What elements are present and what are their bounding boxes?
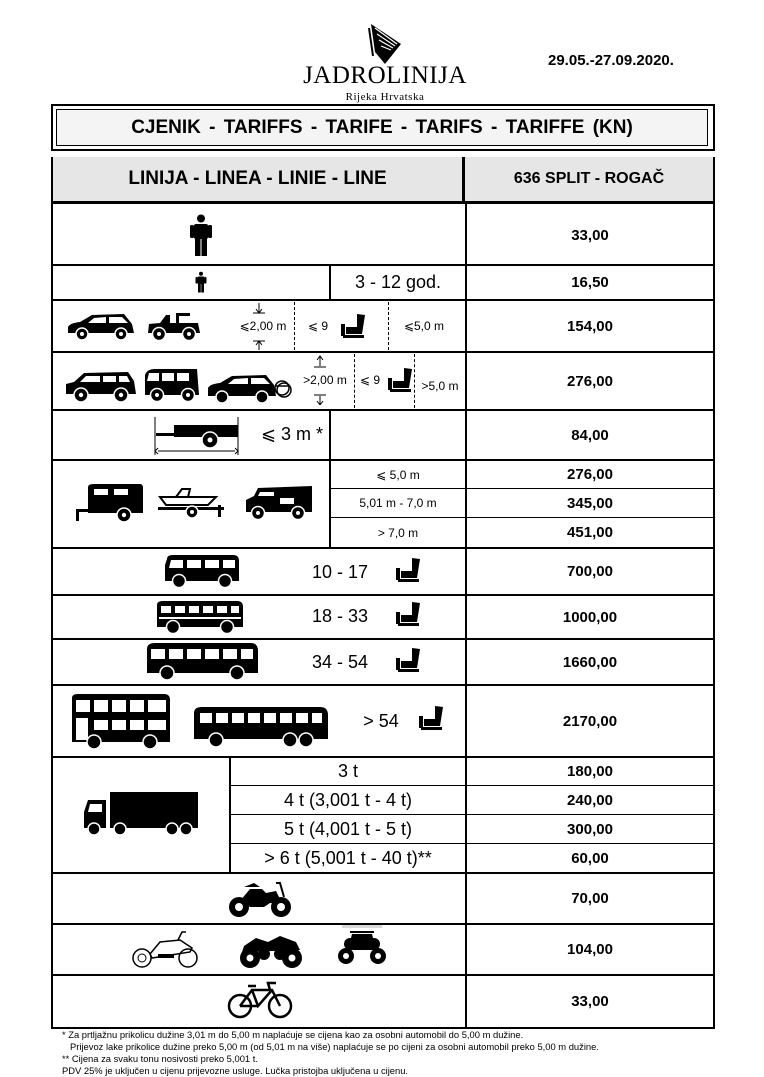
jeep-icon — [146, 309, 202, 342]
atv-front-icon — [336, 924, 388, 970]
seat-icon — [395, 601, 421, 627]
price-truck-3: 300,00 — [567, 820, 613, 838]
truck-weight-4: > 6 t (5,001 t - 40 t)** — [264, 847, 432, 868]
seat-icon — [418, 705, 444, 731]
hatchback-car-icon — [66, 311, 136, 341]
price-motorcycle: 70,00 — [571, 890, 609, 907]
minibus-icon — [163, 553, 241, 589]
car-large-length: >5,0 m — [421, 379, 459, 393]
seat-icon — [395, 647, 421, 673]
adult-passenger-icon — [189, 214, 213, 256]
truck-weight-2: 4 t (3,001 t - 4 t) — [283, 789, 413, 810]
price-bus-34-54: 1660,00 — [562, 653, 618, 671]
jadrolinija-logo — [280, 22, 490, 102]
price-car-large: 276,00 — [567, 372, 613, 390]
price-truck-1: 180,00 — [567, 763, 613, 780]
footnote-2: Prijevoz lake prikolice dužine preko 5,00 m (od 5,01 m na više) naplaćuje se po cijeni za osobni automobil preko 5,00 m dužine. — [70, 1041, 599, 1052]
child-age-label: 3 - 12 god. — [354, 272, 442, 292]
long-coach-icon — [192, 705, 330, 749]
car-small-length: ⩽5,0 m — [403, 319, 445, 333]
trailer-length-2: 5,01 m - 7,0 m — [359, 496, 437, 510]
bicycle-icon — [226, 980, 294, 1020]
car-small-height: ⩽2,00 m — [239, 319, 287, 333]
trailer-length-3: > 7,0 m — [377, 525, 419, 540]
price-list-title: CJENIK - TARIFFS - TARIFE - TARIFS - TARIFFE (KN) — [56, 109, 708, 146]
bus-18-33-seats: 18 - 33 — [311, 605, 369, 626]
double-decker-bus-icon — [70, 692, 172, 750]
footnote-4: PDV 25% je uključen u cijenu prijevozne usluge. Lučka pristojba uključena u cijenu. — [62, 1065, 409, 1076]
dashed-divider — [294, 302, 295, 350]
van-icon — [143, 367, 201, 403]
bus-10-17-seats: 10 - 17 — [311, 561, 369, 582]
footnote-3: ** Cijena za svaku tonu nosivosti preko 5,001 t. — [62, 1053, 258, 1064]
footnotes — [62, 1029, 752, 1077]
car-large-height: >2,00 m — [303, 373, 347, 387]
truck-icon — [82, 790, 200, 838]
logo-sail-icon — [365, 22, 405, 66]
line-header: LINIJA - LINEA - LINIE - LINE — [53, 157, 465, 204]
price-truck-2: 240,00 — [567, 791, 613, 809]
trailer-length-1: ⩽ 5,0 m — [376, 467, 420, 482]
small-trailer-length: ⩽ 3 m * — [260, 423, 324, 444]
bus-over-54-seats: > 54 — [363, 710, 399, 731]
coach-bus-icon — [145, 641, 260, 681]
subcol-divider — [329, 409, 331, 459]
dashed-divider — [388, 302, 389, 350]
price-car-small: 154,00 — [567, 317, 613, 335]
price-trailer-2: 345,00 — [567, 494, 613, 512]
logo-subtitle: Rijeka Hrvatska — [345, 91, 425, 103]
price-bus-18-33: 1000,00 — [562, 608, 618, 626]
child-passenger-icon — [195, 271, 207, 293]
scooter-icon — [130, 928, 200, 970]
midibus-icon — [155, 599, 245, 635]
dashed-divider — [414, 354, 415, 408]
price-adult: 33,00 — [571, 226, 609, 244]
seat-icon — [340, 313, 366, 339]
boat-trailer-icon — [156, 487, 226, 519]
truck-weight-3: 5 t (4,001 t - 5 t) — [283, 818, 413, 839]
price-trailer-3: 451,00 — [567, 524, 613, 541]
horse-trailer-icon — [74, 483, 144, 523]
validity-dates: 29.05.-27.09.2020. — [548, 52, 674, 69]
seat-icon — [395, 557, 421, 583]
car-large-seats: ⩽ 9 — [359, 373, 381, 387]
bus-34-54-seats: 34 - 54 — [311, 651, 369, 672]
camper-icon — [244, 484, 314, 522]
small-trailer-icon — [150, 413, 250, 457]
price-quad: 104,00 — [567, 941, 613, 958]
price-small-trailer: 84,00 — [571, 426, 609, 444]
price-bus-over-54: 2170,00 — [562, 712, 618, 730]
price-truck-4: 60,00 — [571, 849, 609, 867]
route-header: 636 SPLIT - ROGAČ — [465, 157, 713, 204]
quad-bike-icon — [236, 928, 306, 970]
car-small-seats: ⩽ 9 — [307, 319, 329, 333]
footnote-1: * Za prtljažnu prikolicu dužine 3,01 m do 5,00 m naplaćuje se cijena kao za osobni automobil do 5,00 m dužine. — [62, 1029, 524, 1040]
truck-weight-1: 3 t — [337, 761, 358, 781]
motorcycle-icon — [226, 879, 294, 919]
suv-icon — [64, 369, 138, 403]
price-bus-10-17: 700,00 — [567, 563, 613, 580]
car-with-bikes-icon — [206, 372, 294, 404]
price-trailer-1: 276,00 — [567, 466, 613, 483]
price-bicycle: 33,00 — [571, 993, 609, 1010]
logo-name: JADROLINIJA — [303, 62, 467, 89]
price-child: 16,50 — [571, 274, 609, 291]
seat-icon — [387, 367, 413, 393]
